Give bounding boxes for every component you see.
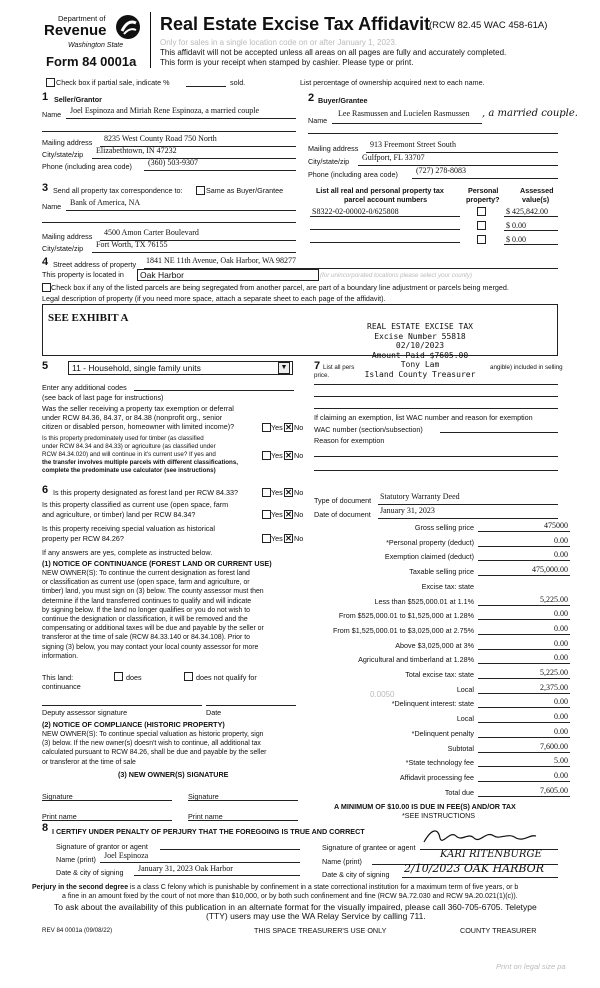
receipt-line: This form is your receipt when stamped by cashier. Please type or print.: [160, 58, 414, 67]
calc-line: [478, 796, 570, 797]
calc-value[interactable]: 0.00: [554, 535, 568, 545]
buyer-phone-label: Phone (including area code): [308, 170, 398, 179]
sold-label: sold.: [230, 78, 246, 87]
legal-description-label: Legal description of property (if you need more space, attach a separate sheet to each page of the affidavit).: [42, 294, 386, 303]
rcw-reference: (RCW 82.45 WAC 458-61A): [429, 20, 548, 31]
forest-q1: Is this property designated as forest land per RCW 84.33?: [53, 488, 238, 497]
street-label: Street address of property: [53, 260, 137, 269]
calc-line: [478, 575, 570, 576]
exemption-q1c: citizen or disabled person, homeowner with limited income)?: [42, 422, 235, 431]
buyer-heading: Buyer/Grantee: [318, 96, 368, 105]
parcel-account-1[interactable]: S8322-02-00002-0/625808: [312, 207, 399, 216]
calc-line: [478, 605, 570, 606]
buyer-name-handwritten[interactable]: , a married couple.: [482, 108, 578, 119]
grantee-name-value[interactable]: KARI RITENBURGE: [440, 849, 542, 860]
corr-name-line: [66, 210, 296, 211]
perjury-bold: Perjury in the second degree: [32, 884, 129, 891]
assessed-line-2: [504, 230, 558, 231]
n2-line: or transferor at the time of sale: [42, 758, 136, 766]
timber-no-label: No: [294, 451, 304, 460]
reason-line-1[interactable]: [314, 456, 558, 457]
section-1-number: 1: [42, 91, 49, 103]
current-use-q2b: and agriculture, or timber) land per RCW 84.34?: [42, 510, 196, 519]
partial-sale-label: Check box if partial sale, indicate %: [56, 78, 170, 87]
state-label: Washington State: [68, 42, 124, 49]
calc-label: Subtotal: [447, 743, 474, 753]
calc-line: [478, 737, 570, 738]
n1-line: continue the designation or classification, it will be removed and the: [42, 616, 248, 624]
timber-q2c: RCW 84.34.020) and will continue in it's current use? If yes and: [42, 451, 216, 458]
calc-line: [478, 678, 570, 679]
calc-label: Gross selling price: [414, 523, 474, 532]
calc-value[interactable]: 475000: [544, 521, 568, 530]
seller-mail-label: Mailing address: [42, 138, 93, 147]
exemption-q1b: under RCW 84.36, 84.37, or 84.38 (nonprofit org., senior: [42, 413, 223, 422]
doc-date-line: [378, 518, 558, 519]
doc-type-value[interactable]: Statutory Warranty Deed: [380, 492, 460, 501]
grantor-date-line: [134, 875, 300, 876]
perjury-text: is a class C felony which is punishable by confinement in a state correctional institution for a maximum term of five years, or b: [128, 884, 519, 891]
calc-value[interactable]: 0.00: [554, 770, 568, 780]
calc-line: [478, 781, 570, 782]
calc-label: *Delinquent penalty: [411, 728, 474, 738]
timber-q2b: under RCW 84.34 and 84.33) or agriculture (as classified under: [42, 443, 216, 450]
calc-value[interactable]: 475,000.00: [532, 565, 568, 575]
tty-note: (TTY) users may use the WA Relay Service by calling 711.: [206, 911, 426, 921]
calc-label: Excise tax: state: [421, 581, 474, 591]
exemption-yes-label: Yes: [271, 423, 283, 432]
calc-value[interactable]: 5,225.00: [540, 594, 568, 604]
personal-line-2[interactable]: [314, 396, 558, 397]
current-use-no-label: No: [294, 510, 304, 519]
deputy-sig-line[interactable]: [42, 705, 202, 706]
personal-line-1[interactable]: [314, 384, 558, 385]
assessed-value-1[interactable]: $ 425,842.00: [506, 207, 548, 216]
calc-label: *Personal property (deduct): [386, 537, 474, 547]
calc-value[interactable]: 0.00: [554, 550, 568, 560]
notice-line: This affidavit will not be accepted unless all areas on all pages are fully and accurately completed.: [160, 48, 507, 57]
calc-label: Less than $525,000.01 at 1.1%: [374, 596, 474, 606]
buyer-city-value[interactable]: Gulfport, FL 33707: [362, 153, 425, 162]
segregated-checkbox[interactable]: [42, 283, 51, 292]
reason-line-2[interactable]: [314, 470, 558, 471]
same-as-buyer-label: Same as Buyer/Grantee: [206, 186, 284, 195]
timber-q2d: the transfer involves multiple parcels with different classifications,: [42, 459, 238, 466]
exemption-no-checkbox[interactable]: ✕: [285, 423, 292, 432]
historic-no-checkbox[interactable]: ✕: [285, 534, 292, 543]
forest-no-checkbox[interactable]: ✕: [285, 488, 292, 497]
current-use-yes-label: Yes: [271, 510, 283, 519]
this-land-label: This land:: [42, 673, 74, 682]
calc-label: *Delinquent interest: state: [391, 699, 474, 709]
rev-number: REV 84 0001a (09/08/22): [42, 927, 113, 934]
exemption-yes-checkbox[interactable]: [262, 423, 271, 432]
grantor-date-label: Date & city of signing: [56, 868, 124, 877]
historic-yes-checkbox[interactable]: [262, 534, 271, 543]
n2-line: calculated pursuant to RCW 84.26, shall be due and payable by the seller: [42, 749, 267, 757]
street-value[interactable]: 1841 NE 11th Avenue, Oak Harbor, WA 98277: [146, 256, 296, 265]
grantor-name-line: [100, 862, 300, 863]
grantee-date-value[interactable]: 2/10/2023 OAK HARBOR: [404, 862, 544, 875]
perjury-notice: [32, 884, 518, 891]
forest-yes-text: Yes: [271, 488, 283, 497]
does-not-checkbox[interactable]: [184, 672, 193, 681]
timber-q2e: complete the predominate use calculator (see instructions): [42, 467, 216, 474]
historic-q3b: property per RCW 84.26?: [42, 534, 124, 543]
land-use-select[interactable]: 11 - Household, single family units: [68, 361, 293, 375]
grantor-date-value[interactable]: January 31, 2023 Oak Harbor: [138, 864, 233, 873]
notice-compliance-heading: (2) NOTICE OF COMPLIANCE (HISTORIC PROPERTY): [42, 720, 225, 729]
assessed-value-3[interactable]: $ 0.00: [506, 235, 526, 244]
buyer-name-label: Name: [308, 116, 328, 125]
assessed-line-3: [504, 244, 558, 245]
form-number: Form 84 0001a: [46, 54, 137, 69]
grantor-name-value[interactable]: Joel Espinoza: [104, 851, 149, 860]
parcel-heading-2: parcel account numbers: [344, 195, 428, 204]
section-4-number: 4: [42, 256, 49, 268]
owner2-sig-label: Signature: [188, 792, 219, 801]
exhibit-text: SEE EXHIBIT A: [48, 312, 129, 324]
calc-line: [478, 546, 570, 547]
calc-label: *State technology fee: [405, 758, 474, 768]
codes-line[interactable]: [134, 390, 294, 391]
treasurer-use-label: THIS SPACE TREASURER'S USE ONLY: [254, 926, 387, 935]
county-treasurer-label: COUNTY TREASURER: [460, 926, 537, 935]
does-label: does: [126, 673, 142, 682]
see-instructions: *SEE INSTRUCTIONS: [402, 811, 476, 820]
corr-city-label: City/state/zip: [42, 244, 84, 253]
buyer-name-line2: [308, 133, 558, 134]
segregated-label: Check box if any of the listed parcels are being segregated from another parcel, are part of a boundary line adjustment or parcels being merged.: [51, 283, 509, 292]
calc-value[interactable]: 0.00: [554, 653, 568, 663]
exemption-no-label: No: [294, 423, 304, 432]
calc-label: From $525,000.01 to $1,525,000 at 1.28%: [338, 611, 474, 621]
calc-label: Affidavit processing fee: [399, 772, 474, 782]
n1-line: determine if the land transferred continues to qualify and will indicate: [42, 597, 252, 605]
does-not-label: does not qualify for: [196, 673, 257, 682]
n2-line: (3) below. If the new owner(s) doesn't wish to continue, all additional tax: [42, 740, 261, 748]
historic-no-label: No: [294, 534, 304, 543]
buyer-phone-value[interactable]: (727) 278-8083: [416, 166, 466, 175]
reason-label: Reason for exemption: [314, 436, 385, 445]
doc-type-label: Type of document: [314, 496, 372, 505]
deputy-date-label: Date: [206, 708, 222, 717]
owner2-print-label: Print name: [188, 812, 223, 821]
assessed-value-2[interactable]: $ 0.00: [506, 221, 526, 230]
section-6-number: 6: [42, 484, 49, 496]
seller-city-value[interactable]: Elizabethtown, IN 47232: [96, 146, 177, 155]
calc-value[interactable]: 2,375.00: [540, 682, 568, 692]
n1-line: NEW OWNER(S): To continue the current designation as forest land: [42, 570, 250, 577]
treasurer-stamp: [350, 322, 490, 379]
current-use-q2a: Is this property classified as current use (open space, farm: [42, 500, 229, 509]
grantor-name-label: Name (print): [56, 855, 96, 864]
grantor-sig-label: Signature of grantor or agent: [56, 842, 148, 851]
calc-label: Total excise tax: state: [405, 670, 474, 679]
grantee-name-label: Name (print): [322, 857, 362, 866]
buyer-phone-line: [412, 178, 558, 179]
current-use-no-checkbox[interactable]: ✕: [285, 510, 292, 519]
calc-line: [478, 707, 570, 708]
calc-line: [478, 634, 570, 635]
corr-name-label: Name: [42, 202, 62, 211]
section-5-number: 5: [42, 360, 49, 372]
personal-property-checkbox-2[interactable]: [477, 221, 486, 230]
revenue-logo-text: Revenue: [44, 22, 107, 39]
local-rate: 0.0050: [370, 690, 395, 699]
stamp-line-4: Amount Paid $7605.00: [371, 350, 469, 360]
n1-line: information.: [42, 652, 79, 660]
grantee-date-label: Date & city of signing: [322, 870, 390, 879]
calc-value[interactable]: 0.00: [554, 697, 568, 707]
exemption-q1a: Was the seller receiving a property tax exemption or deferral: [42, 404, 234, 413]
notice-continuance-text: [42, 569, 264, 661]
corr-label: Send all property tax correspondence to:: [53, 186, 183, 195]
wac-line[interactable]: [440, 432, 558, 433]
certify-heading: I CERTIFY UNDER PENALTY OF PERJURY THAT THE FOREGOING IS TRUE AND CORRECT: [52, 827, 365, 836]
does-checkbox[interactable]: [114, 672, 123, 681]
current-use-yes-checkbox[interactable]: [262, 510, 271, 519]
location-hint: (for unincorporated locations please select your county): [320, 272, 473, 279]
located-label: This property is located in: [42, 270, 124, 279]
wac-label: WAC number (section/subsection): [314, 425, 423, 434]
calc-value[interactable]: 7,600.00: [540, 741, 568, 751]
doc-date-label: Date of document: [314, 510, 371, 519]
notice-continuance-heading: (1) NOTICE OF CONTINUANCE (FOREST LAND OR CURRENT USE): [42, 559, 272, 568]
corr-name-line2: [42, 222, 296, 223]
personal-property-checkbox-1[interactable]: [477, 207, 486, 216]
seller-name-line: [66, 118, 296, 119]
section-2-number: 2: [308, 92, 315, 104]
calc-line: [478, 752, 570, 753]
personal-property-c: angible) included in selling: [490, 364, 563, 371]
calc-line: [478, 693, 570, 694]
calc-line: [478, 766, 570, 767]
seller-name-label: Name: [42, 110, 62, 119]
partial-percent-line[interactable]: [186, 86, 226, 87]
corr-mail-value[interactable]: 4500 Amon Carter Boulevard: [104, 228, 199, 237]
stamp-line-2: Excise Number 55818: [374, 331, 466, 341]
historic-yes-label: Yes: [271, 534, 283, 543]
calc-label: From $1,525,000.01 to $3,025,000 at 2.75%: [332, 625, 474, 635]
corr-city-line: [92, 252, 296, 253]
calc-value[interactable]: 5,225.00: [540, 668, 568, 677]
calc-line: [478, 663, 570, 664]
forest-no-label: No: [294, 488, 304, 497]
seller-city-label: City/state/zip: [42, 150, 84, 159]
n1-line: compensating or additional taxes will be due and payable by the seller or: [42, 625, 264, 633]
codes-label: Enter any additional codes: [42, 383, 127, 392]
calc-line: [478, 649, 570, 650]
personal-heading-2: property?: [466, 195, 500, 204]
calc-value[interactable]: 0.00: [554, 623, 568, 633]
corr-mail-label: Mailing address: [42, 232, 93, 241]
calc-label: Taxable selling price: [409, 567, 474, 577]
personal-property-a: List all pers: [323, 364, 355, 371]
location-select[interactable]: Oak Harbor: [137, 269, 319, 281]
minimum-due-notice: A MINIMUM OF $10.00 IS DUE IN FEE(S) AND/OR TAX: [334, 802, 516, 811]
deputy-date-line[interactable]: [206, 705, 296, 706]
calc-value[interactable]: 0.00: [554, 638, 568, 648]
calc-line: [478, 560, 570, 561]
stamp-line-3: 02/10/2023: [395, 341, 445, 350]
legal-size-note: Print on legal size pa: [496, 962, 566, 971]
owner1-sig-label: Signature: [42, 792, 73, 801]
calc-label: Above $3,025,000 at 3%: [395, 640, 474, 650]
deputy-sig-label: Deputy assessor signature: [42, 708, 128, 717]
calc-value[interactable]: 7,605.00: [540, 785, 568, 795]
assessed-line-1: [504, 216, 558, 217]
parcel-heading-1: List all real and personal property tax: [316, 186, 444, 195]
same-as-buyer-checkbox[interactable]: [196, 186, 205, 195]
calc-value[interactable]: 0.00: [554, 712, 568, 722]
seller-phone-label: Phone (including area code): [42, 162, 132, 171]
calc-label: Agricultural and timberland at 1.28%: [358, 655, 474, 665]
stamp-line-5: Tony Lam: [400, 360, 440, 369]
owner1-print-label: Print name: [42, 812, 77, 821]
calc-value[interactable]: 0.00: [554, 726, 568, 736]
seller-mail-value[interactable]: 8235 West County Road 750 North: [104, 134, 217, 143]
faded-notice: Only for sales in a single location code on or after January 1, 2023.: [160, 38, 398, 47]
personal-property-checkbox-3[interactable]: [477, 235, 486, 244]
timber-q2a: Is this property predominately used for timber (as classified: [42, 435, 204, 442]
personal-property-b: price.: [314, 372, 330, 379]
corr-name-value[interactable]: Bank of America, NA: [70, 198, 141, 207]
doc-type-line: [378, 504, 558, 505]
parcel-line-3: [310, 242, 460, 243]
partial-sale-checkbox[interactable]: [46, 78, 55, 87]
corr-city-value[interactable]: Fort Worth, TX 76155: [96, 240, 168, 249]
calc-label: Exemption claimed (deduct): [384, 552, 474, 562]
page-title: Real Estate Excise Tax Affidavit: [160, 14, 431, 34]
seller-name-line2: [42, 131, 296, 132]
calc-line: [478, 722, 570, 723]
grantee-date-line: [402, 877, 558, 878]
calc-line: [478, 531, 570, 532]
perjury-notice-2: a fine in an amount fixed by the court of not more than $10,000, or by both such confinement and fine (RCW 9A.72.030 and RCW 9A.20.021(1)(c)).: [62, 893, 518, 900]
continuance-label: continuance: [42, 682, 81, 691]
timber-yes-checkbox[interactable]: [262, 451, 271, 460]
seller-name-value[interactable]: Joel Espinoza and Miriah Rene Espinoza, a married couple: [70, 106, 260, 115]
buyer-name-line: [332, 123, 482, 124]
buyer-city-label: City/state/zip: [308, 157, 350, 166]
stamp-line-1: REAL ESTATE EXCISE TAX: [367, 322, 473, 331]
section-8-number: 8: [42, 822, 49, 834]
dropdown-arrow-icon[interactable]: ▼: [278, 362, 290, 374]
assessed-heading-1: Assessed: [520, 186, 554, 195]
buyer-name-value[interactable]: Lee Rasmussen and Lucielen Rasmussen: [338, 109, 470, 118]
personal-line-3[interactable]: [314, 408, 558, 409]
exemption-claim-label: If claiming an exemption, list WAC number and reason for exemption: [314, 413, 533, 422]
n1-line: or classification as current use (open space, farm and agriculture, or: [42, 579, 250, 587]
historic-q3a: Is this property receiving special valuation as historical: [42, 524, 215, 533]
seller-heading: Seller/Grantor: [54, 95, 102, 104]
header-divider: [150, 12, 151, 68]
n1-line: timber) land, you must sign on (3) below. The county assessor must then: [42, 588, 264, 596]
stamp-line-6: Island County Treasurer: [364, 369, 476, 379]
buyer-mail-value[interactable]: 913 Freemont Street South: [370, 140, 456, 149]
n1-line: transferor at the time of sale (RCW 84.33.140 or 84.34.108). Prior to: [42, 634, 250, 642]
n1-line: by signing below. If the land no longer qualifies or you do not wish to: [42, 606, 251, 614]
calc-label: Total due: [444, 787, 474, 797]
n1-line: signing (3) below, you may contact your local county assessor for more: [42, 643, 259, 651]
n2-line: NEW OWNER(S): To continue special valuation as historic property, sign: [42, 731, 264, 738]
section-7-number: 7: [314, 360, 321, 372]
ownership-note: List percentage of ownership acquired next to each name.: [300, 78, 485, 87]
personal-heading-1: Personal: [468, 186, 499, 195]
parcel-line-1: [310, 216, 460, 217]
revenue-logo-icon: [116, 15, 140, 39]
assessed-heading-2: value(s): [522, 195, 550, 204]
timber-yes-label: Yes: [271, 451, 283, 460]
notice-compliance-text: [42, 730, 266, 767]
new-owner-sig-heading: (3) NEW OWNER(S) SIGNATURE: [118, 770, 229, 779]
forest-yes-checkbox[interactable]: [262, 488, 271, 497]
calc-value[interactable]: 5.00: [554, 756, 568, 766]
any-yes-note: If any answers are yes, complete as instructed below.: [42, 548, 213, 557]
grantee-sig-label: Signature of grantee or agent: [322, 843, 416, 852]
buyer-mail-label: Mailing address: [308, 144, 359, 153]
calc-line: [478, 619, 570, 620]
seller-phone-value[interactable]: (360) 503-9307: [148, 158, 198, 167]
timber-no-checkbox[interactable]: ✕: [285, 451, 292, 460]
grantor-sig-line[interactable]: [160, 849, 300, 850]
doc-date-value[interactable]: January 31, 2023: [380, 506, 435, 515]
dept-label: Department of: [58, 14, 106, 23]
codes-note: (see back of last page for instructions): [42, 393, 164, 402]
seller-phone-line: [144, 170, 296, 171]
calc-label: Local: [456, 684, 474, 694]
alternate-format: To ask about the availability of this publication in an alternate format for the visually impaired, please call 360-705-6705. Teletype: [54, 902, 537, 912]
calc-label: Local: [456, 714, 474, 724]
section-3-number: 3: [42, 182, 49, 194]
parcel-line-2: [310, 229, 460, 230]
calc-value[interactable]: 0.00: [554, 609, 568, 619]
